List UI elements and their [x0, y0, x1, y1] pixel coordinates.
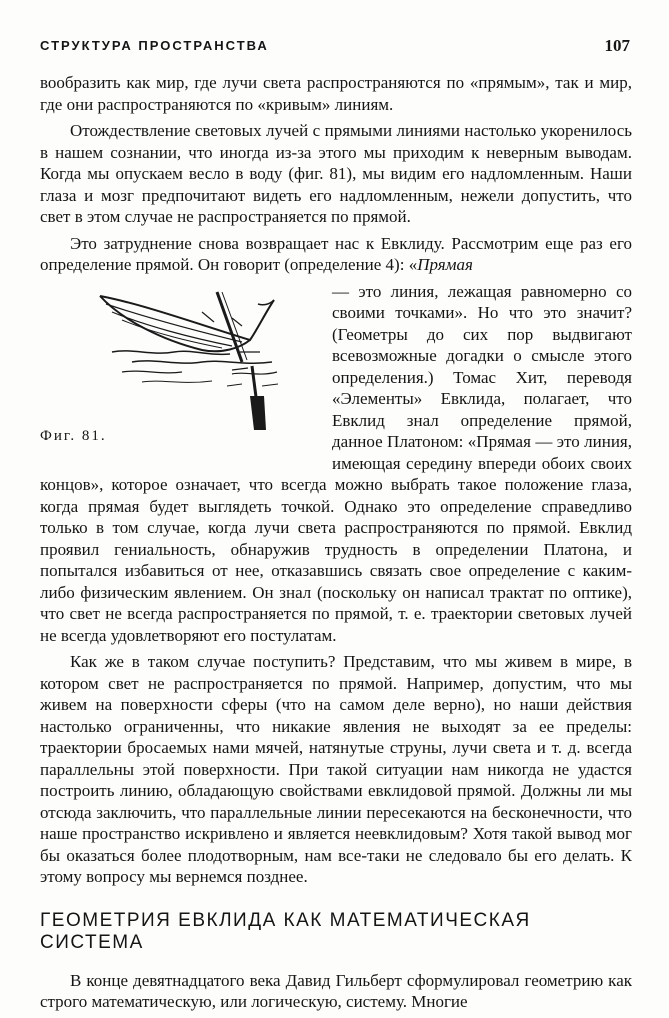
paragraph-3-start: Это затруднение снова возвращает нас к Евклиду. Рассмотрим еще раз его определение прямой. Он говорит (определение 4): « [40, 233, 632, 274]
running-head-title: СТРУКТУРА ПРОСТРАНСТВА [40, 38, 269, 53]
figure-81 [40, 282, 322, 470]
running-head [40, 36, 630, 56]
paragraph-4: Как же в таком случае поступить? Представим, что мы живем в мире, в котором свет не распространяется по прямой. Например, допустим, что мы живем на поверхности сферы (что на самом деле верно), но наши действия настолько ограниченны, что никакие явления не выходят за ее пределы: траектории бросаемых нами мячей, натянутые струны, лучи света и т. д. всегда параллельны этой поверхности. При такой ситуации нам никогда не удастся построить линию, обладающую свойствами евклидовой прямой. Должны ли мы отсюда заключить, что параллельные линии пересекаются на бесконечности, что наше пространство искривлено и является неевклидовым? Хотя такой вывод мог бы оказаться более плодотворным, нам все-таки не следовало бы его делать. К этому вопросу мы вернемся позднее. [40, 652, 632, 886]
page-number: 107 [604, 36, 630, 55]
boat-oar-illustration-icon [82, 282, 312, 432]
paragraph-5: В конце девятнадцатого века Давид Гильберт сформулировал геометрию как строго математическую, или логическую, систему. Многие [40, 970, 632, 1011]
paragraph-3 [40, 233, 632, 276]
page-body [40, 72, 632, 1018]
section-heading: ГЕОМЕТРИЯ ЕВКЛИДА КАК МАТЕМАТИЧЕСКАЯ СИСТЕМА [40, 909, 531, 953]
paragraph-1: вообразить как мир, где лучи света распространяются по «прямым», так и мир, где они распространяются по «кривым» линиям. [40, 73, 632, 114]
figure-caption: Фиг. 81. [40, 427, 107, 444]
italic-term: Прямая [417, 255, 473, 274]
paragraph-3-continued: — это линия, лежащая равномерно со своими точками». Но что это значит? (Геометры до сих пор выдвигают всевозможные догадки о смысле этого определения.) Томас Хит, переводя «Элементы» Евклида, полагает, что Евклид знал определение прямой, данное Платоном: «Прямая — это линия, имеющая середину впереди обоих своих концов», которое означает, что всегда можно выбрать такое положение глаза, когда прямая будет выглядеть точкой. Однако это определение справедливо только в том случае, когда лучи света распространяются по прямой. Евклид проявил гениальность, обнаружив трудность в определении Платона, и попытался избавиться от нее, отказавшись связать свое определение с каким-либо физическим явлением. Он знал (поскольку он написал трактат по оптике), что свет не всегда распространяется по прямой, т. е. траектории световых лучей не всегда удовлетворяют его постулатам. [40, 281, 632, 645]
paragraph-2: Отождествление световых лучей с прямыми линиями настолько укоренилось в нашем сознании, что иногда из-за этого мы приходим к неверным выводам. Когда мы опускаем весло в воду (фиг. 81), мы видим его надломленным. Наши глаза и мозг предпочитают видеть его надломленным, нежели допустить, что свет в этом случае не распространяется по прямой. [40, 121, 632, 226]
